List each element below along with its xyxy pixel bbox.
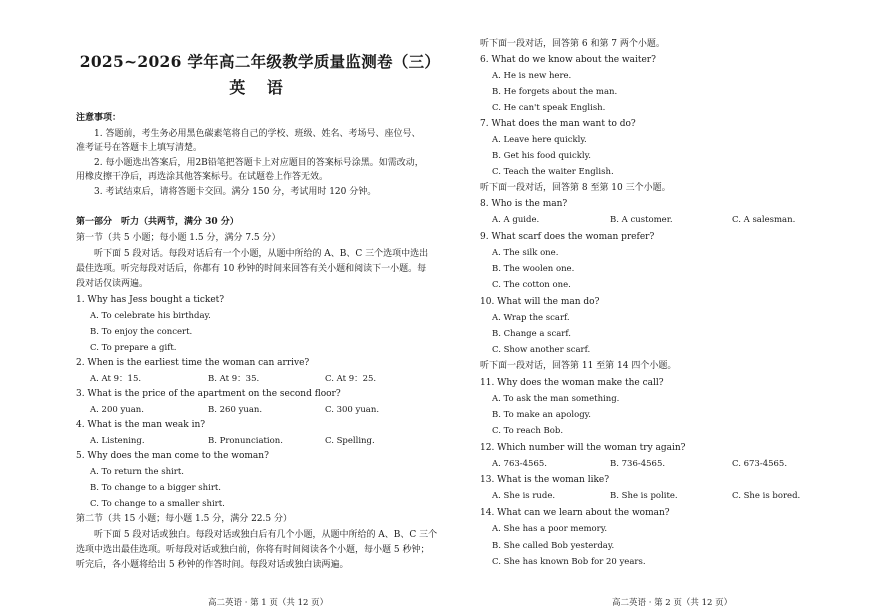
question-4-option-a: A. Listening. bbox=[90, 436, 145, 446]
question-2-stem: 2. When is the earliest time the woman can arrive? bbox=[76, 358, 310, 368]
dialogue-group-heading: 听下面一段对话，回答第 11 至第 14 四个小题。 bbox=[480, 361, 677, 371]
page-footer: 高二英语 · 第 1 页（共 12 页） bbox=[208, 598, 329, 608]
question-6-option-b: B. He forgets about the man. bbox=[492, 87, 618, 97]
instruction-line: 最佳选项。听完每段对话后，你都有 10 秒钟的时间来回答有关小题和阅读下一小题。每 bbox=[76, 264, 427, 274]
dialogue-group-heading: 听下面一段对话，回答第 8 至第 10 三个小题。 bbox=[480, 183, 671, 193]
question-5-option-c: C. To change to a smaller shirt. bbox=[90, 499, 225, 509]
question-14-stem: 14. What can we learn about the woman? bbox=[480, 508, 670, 518]
question-2-option-a: A. At 9：15. bbox=[90, 374, 142, 384]
question-7-option-c: C. Teach the waiter English. bbox=[492, 167, 614, 177]
question-12-stem: 12. Which number will the woman try again? bbox=[480, 443, 686, 453]
question-4-option-b: B. Pronunciation. bbox=[208, 436, 283, 446]
question-3-option-c: C. 300 yuan. bbox=[325, 405, 380, 415]
dialogue-group-heading: 听下面一段对话，回答第 6 和第 7 两个小题。 bbox=[480, 39, 665, 49]
question-6-option-c: C. He can't speak English. bbox=[492, 103, 606, 113]
question-1-stem: 1. Why has Jess bought a ticket? bbox=[76, 295, 225, 305]
part-one-heading: 第一部分 听力（共两节，满分 30 分） bbox=[76, 217, 239, 227]
question-9-option-c: C. The cotton one. bbox=[492, 280, 571, 290]
question-2-option-c: C. At 9：25. bbox=[325, 374, 377, 384]
question-8-option-b: B. A customer. bbox=[610, 215, 673, 225]
question-7-option-b: B. Get his food quickly. bbox=[492, 151, 592, 161]
question-14-option-c: C. She has known Bob for 20 years. bbox=[492, 557, 646, 567]
instruction-line: 听下面 5 段对话。每段对话后有一个小题，从题中所给的 A、B、C 三个选项中选出 bbox=[94, 249, 429, 259]
question-5-option-a: A. To return the shirt. bbox=[90, 467, 184, 477]
question-10-stem: 10. What will the man do? bbox=[480, 297, 600, 307]
notice-line: 1. 答题前，考生务必用黑色碳素笔将自己的学校、班级、姓名、考场号、座位号、 bbox=[94, 129, 421, 139]
question-13-stem: 13. What is the woman like? bbox=[480, 475, 610, 485]
notice-line: 3. 考试结束后，请将答题卡交回。满分 150 分，考试用时 120 分钟。 bbox=[94, 187, 377, 197]
question-1-option-c: C. To prepare a gift. bbox=[90, 343, 177, 353]
page-footer: 高二英语 · 第 2 页（共 12 页） bbox=[612, 598, 733, 608]
question-5-stem: 5. Why does the man come to the woman? bbox=[76, 451, 269, 461]
notice-heading: 注意事项： bbox=[76, 113, 122, 123]
question-11-option-c: C. To reach Bob. bbox=[492, 426, 564, 436]
question-12-option-b: B. 736-4565. bbox=[610, 459, 666, 469]
question-5-option-b: B. To change to a bigger shirt. bbox=[90, 483, 222, 493]
question-3-stem: 3. What is the price of the apartment on the second floor? bbox=[76, 389, 341, 399]
exam-title: 2025~2026 学年高二年级教学质量监测卷（三） bbox=[79, 52, 441, 71]
question-8-option-c: C. A salesman. bbox=[732, 215, 796, 225]
question-13-option-c: C. She is bored. bbox=[732, 491, 801, 501]
question-9-option-a: A. The silk one. bbox=[492, 248, 559, 258]
question-11-option-a: A. To ask the man something. bbox=[492, 394, 620, 404]
question-10-option-b: B. Change a scarf. bbox=[492, 329, 571, 339]
question-1-option-a: A. To celebrate his birthday. bbox=[90, 311, 211, 321]
notice-line: 2. 每小题选出答案后，用2B铅笔把答题卡上对应题目的答案标号涂黑。如需改动， bbox=[94, 158, 424, 168]
question-8-option-a: A. A guide. bbox=[492, 215, 540, 225]
question-1-option-b: B. To enjoy the concert. bbox=[90, 327, 193, 337]
notice-line: 准考证号在答题卡上填写清楚。 bbox=[76, 143, 203, 153]
question-13-option-a: A. She is rude. bbox=[492, 491, 556, 501]
question-11-option-b: B. To make an apology. bbox=[492, 410, 592, 420]
question-13-option-b: B. She is polite. bbox=[610, 491, 678, 501]
question-14-option-b: B. She called Bob yesterday. bbox=[492, 541, 615, 551]
question-7-stem: 7. What does the man want to do? bbox=[480, 119, 636, 129]
question-7-option-a: A. Leave here quickly. bbox=[492, 135, 587, 145]
question-3-option-b: B. 260 yuan. bbox=[208, 405, 263, 415]
question-10-option-c: C. Show another scarf. bbox=[492, 345, 591, 355]
question-4-option-c: C. Spelling. bbox=[325, 436, 375, 446]
exam-subject: 英 语 bbox=[229, 78, 291, 97]
question-9-stem: 9. What scarf does the woman prefer? bbox=[480, 232, 655, 242]
question-9-option-b: B. The woolen one. bbox=[492, 264, 575, 274]
section-one-heading: 第一节（共 5 小题；每小题 1.5 分，满分 7.5 分） bbox=[76, 233, 281, 243]
instruction-line: 段对话仅读两遍。 bbox=[76, 279, 149, 289]
question-12-option-c: C. 673-4565. bbox=[732, 459, 788, 469]
question-4-stem: 4. What is the man weak in? bbox=[76, 420, 206, 430]
question-3-option-a: A. 200 yuan. bbox=[90, 405, 144, 415]
question-10-option-a: A. Wrap the scarf. bbox=[492, 313, 570, 323]
question-8-stem: 8. Who is the man? bbox=[480, 199, 568, 209]
question-6-stem: 6. What do we know about the waiter? bbox=[480, 55, 656, 65]
question-12-option-a: A. 763-4565. bbox=[492, 459, 547, 469]
instruction-line: 听完后，各小题将给出 5 秒钟的作答时间。每段对话或独白读两遍。 bbox=[76, 560, 349, 570]
instruction-line: 听下面 5 段对话或独白。每段对话或独白后有几个小题，从题中所给的 A、B、C 三个 bbox=[94, 530, 438, 540]
notice-line: 用橡皮擦干净后，再选涂其他答案标号。在试题卷上作答无效。 bbox=[76, 172, 329, 182]
instruction-line: 选项中选出最佳选项。听每段对话或独白前，你将有时间阅读各个小题，每小题 5 秒钟； bbox=[76, 545, 430, 555]
question-14-option-a: A. She has a poor memory. bbox=[492, 524, 608, 534]
question-2-option-b: B. At 9：35. bbox=[208, 374, 260, 384]
question-6-option-a: A. He is new here. bbox=[492, 71, 572, 81]
section-two-heading: 第二节（共 15 小题；每小题 1.5 分，满分 22.5 分） bbox=[76, 514, 292, 524]
question-11-stem: 11. Why does the woman make the call? bbox=[480, 378, 664, 388]
